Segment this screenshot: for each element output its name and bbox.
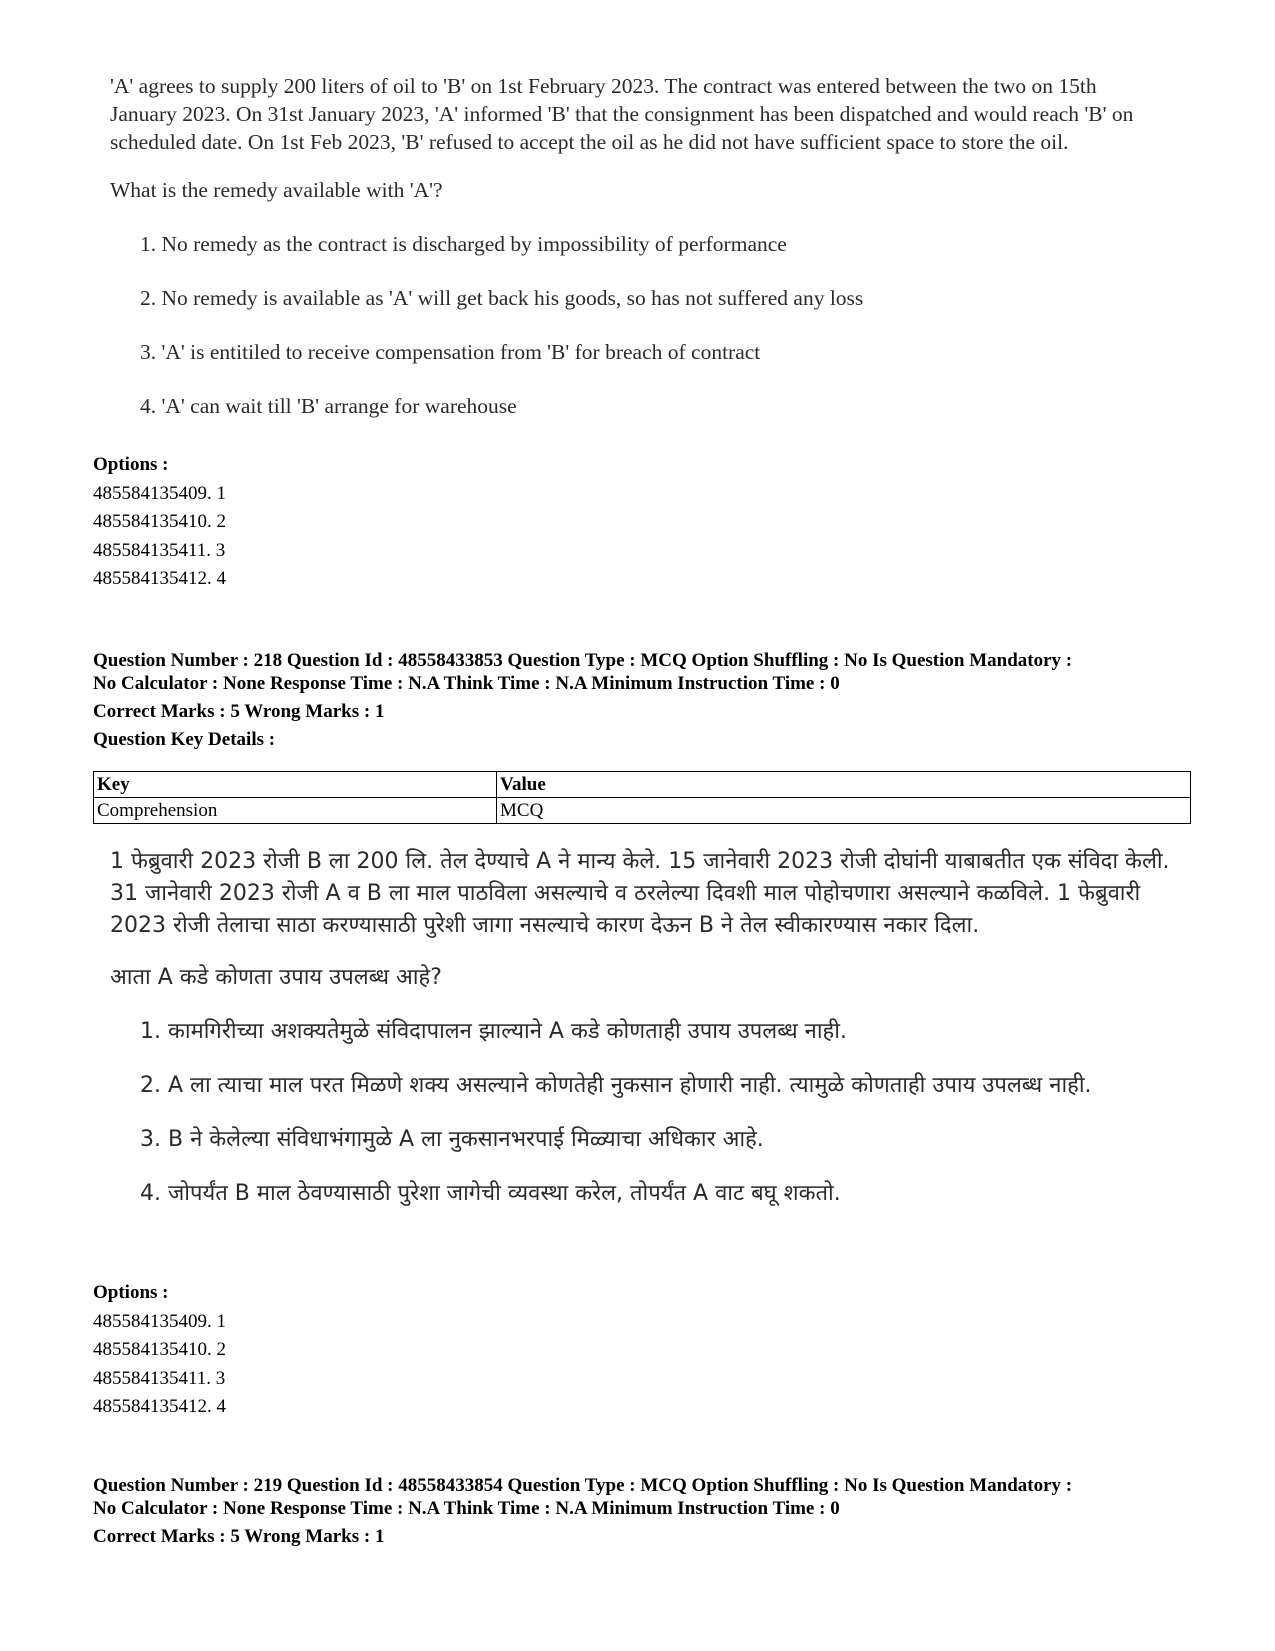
table-row — [94, 798, 1191, 824]
table-cell-key: Comprehension — [94, 798, 497, 824]
choice-item: 1. कामगिरीच्या अशक्यतेमुळे संविदापालन झाल्याने A कडे कोणताही उपाय उपलब्ध नाही. — [140, 1019, 847, 1044]
option-id: 485584135410. 2 — [93, 1339, 226, 1360]
option-id: 485584135412. 4 — [93, 1396, 226, 1417]
choice-item: 4. 'A' can wait till 'B' arrange for warehouse — [140, 394, 517, 418]
question-218-meta — [93, 649, 1193, 751]
option-id: 485584135409. 1 — [93, 1310, 226, 1332]
option-id: 485584135412. 4 — [93, 568, 226, 589]
option-id: 485584135410. 2 — [93, 511, 226, 532]
options-label: Options : — [93, 454, 169, 475]
question-217-passage-block — [110, 72, 1170, 420]
choice-item: 2. A ला त्याचा माल परत मिळणे शक्य असल्याने कोणतेही नुकसान होणारी नाही. त्यामुळे कोणताही उपाय उपलब्ध नाही. — [140, 1073, 1092, 1098]
choice-item: 4. जोपर्यंत B माल ठेवण्यासाठी पुरेशा जागेची व्यवस्था करेल, तोपर्यंत A वाट बघू शकतो. — [140, 1181, 841, 1206]
option-id: 485584135411. 3 — [93, 1367, 226, 1389]
question-meta-line: No Calculator : None Response Time : N.A Think Time : N.A Minimum Instruction Time : 0 — [93, 673, 840, 694]
question-meta-line: Question Number : 218 Question Id : 48558433853 Question Type : MCQ Option Shuffling : No Is Question Mandatory : — [93, 650, 1073, 671]
options-label: Options : — [93, 1282, 169, 1303]
question-218-passage-block — [110, 846, 1170, 1210]
question-217-choices — [110, 230, 1170, 420]
question-217-prompt: What is the remedy available with 'A'? — [110, 178, 443, 202]
table-header-row — [94, 772, 1191, 798]
question-key-table — [93, 771, 1191, 824]
question-218-prompt: आता A कडे कोणता उपाय उपलब्ध आहे? — [110, 965, 442, 990]
choice-item: 2. No remedy is available as 'A' will get back his goods, so has not suffered any loss — [140, 286, 864, 310]
question-217-options — [93, 451, 226, 594]
table-header-key: Key — [94, 772, 497, 798]
question-219-meta — [93, 1474, 1193, 1548]
table-header-value: Value — [497, 772, 1191, 798]
option-id: 485584135409. 1 — [93, 482, 226, 504]
question-meta-line: No Calculator : None Response Time : N.A Think Time : N.A Minimum Instruction Time : 0 — [93, 1498, 840, 1519]
choice-item: 3. 'A' is entitiled to receive compensation from 'B' for breach of contract — [140, 340, 761, 364]
question-217-passage: 'A' agrees to supply 200 liters of oil to 'B' on 1st February 2023. The contract was entered between the two on 15th January 2023. On 31st January 2023, 'A' informed 'B' that the consignment has been dispatched and would reach 'B' on scheduled date. On 1st Feb 2023, 'B' refused to accept the oil as he did not have sufficient space to store the oil. — [110, 74, 1134, 154]
marks-line: Correct Marks : 5 Wrong Marks : 1 — [93, 701, 385, 722]
table-cell-value: MCQ — [497, 798, 1191, 824]
option-id: 485584135411. 3 — [93, 539, 226, 561]
question-meta-line: Question Number : 219 Question Id : 48558433854 Question Type : MCQ Option Shuffling : No Is Question Mandatory : — [93, 1475, 1073, 1496]
question-218-options — [93, 1279, 226, 1422]
marks-line: Correct Marks : 5 Wrong Marks : 1 — [93, 1526, 385, 1547]
choice-item: 1. No remedy as the contract is discharged by impossibility of performance — [140, 232, 787, 256]
choice-item: 3. B ने केलेल्या संविधाभंगामुळे A ला नुकसानभरपाई मिळ्याचा अधिकार आहे. — [140, 1127, 764, 1152]
question-218-choices — [110, 1016, 1170, 1210]
key-details-label: Question Key Details : — [93, 729, 276, 750]
question-218-passage: 1 फेब्रुवारी 2023 रोजी B ला 200 लि. तेल देण्याचे A ने मान्य केले. 15 जानेवारी 2023 रोजी दोघांनी याबाबतीत एक संविदा केली. 31 जानेवारी 2023 रोजी A व B ला माल पाठविला असल्याचे व ठरलेल्या दिवशी माल पोहोचणारा असल्याने कळविले. 1 फेब्रुवारी 2023 रोजी तेलाचा साठा करण्यासाठी पुरेशी जागा नसल्याचे कारण देऊन B ने तेल स्वीकारण्यास नकार दिला. — [110, 849, 1170, 938]
